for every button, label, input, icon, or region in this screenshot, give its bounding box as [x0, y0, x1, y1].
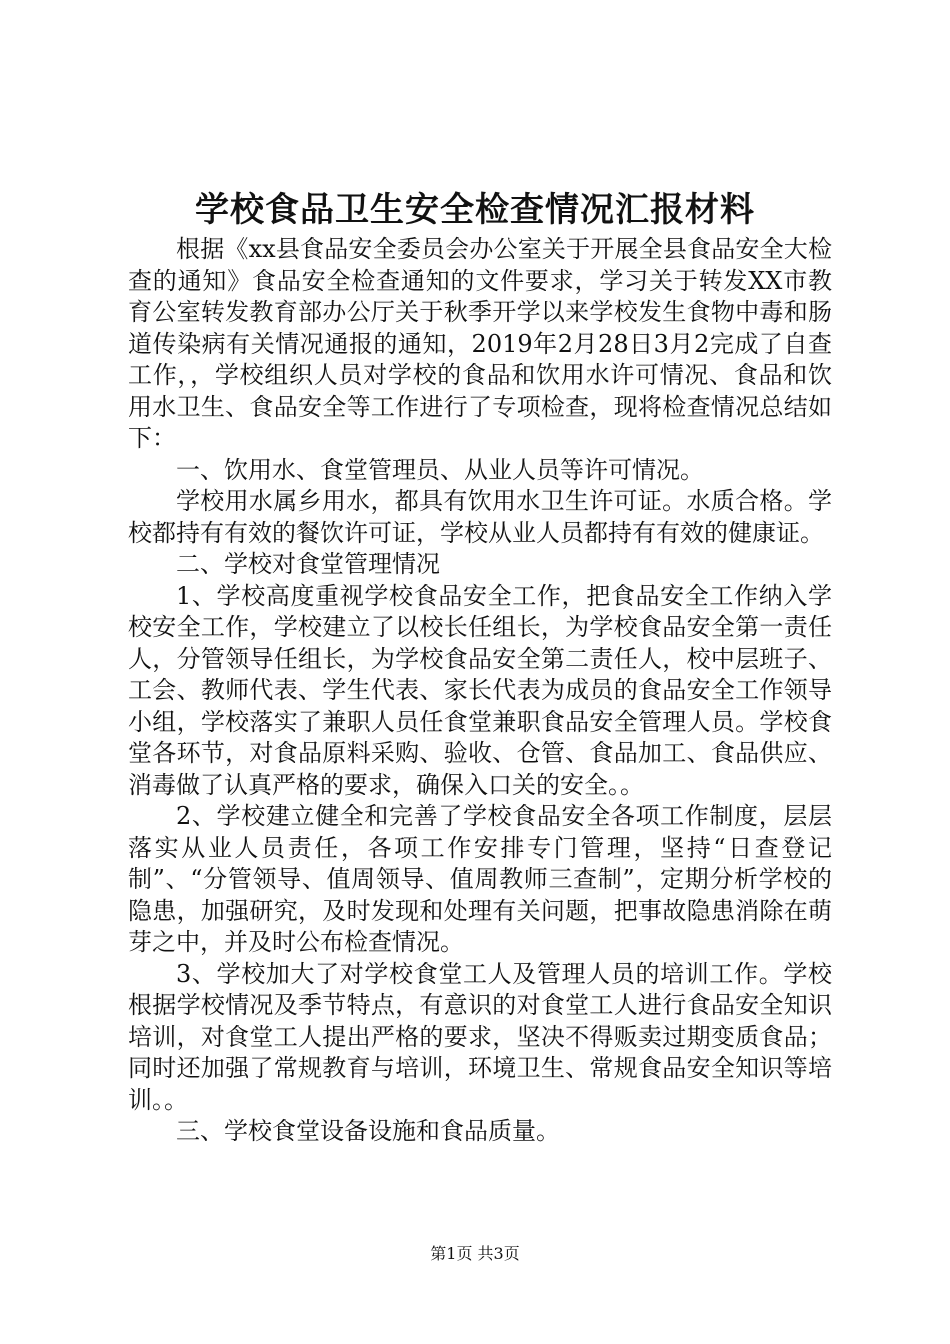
paragraph-item-2: 2、学校建立健全和完善了学校食品安全各项工作制度，层层落实从业人员责任，各项工作安排专门管理，坚持“日查登记制”、“分管领导、值周领导、值周教师三查制”，定期分析学校的隐患，加强研究，及时发现和处理有关问题，把事故隐患消除在萌芽之中，并及时公布检查情况。 — [128, 802, 832, 956]
paragraph-intro: 根据《xx县食品安全委员会办公室关于开展全县食品安全大检查的通知》食品安全检查通知的文件要求，学习关于转发XX市教育公室转发教育部办公厅关于秋季开学以来学校发生食物中毒和肠道传染病有关情况通报的通知，2019年2月28日3月2完成了自查工作，，学校组织人员对学校的食品和饮用水许可情况、食品和饮用水卫生、食品安全等工作进行了专项检查，现将检查情况总结如下： — [128, 235, 832, 452]
document-title: 学校食品卫生安全检查情况汇报材料 — [195, 190, 755, 230]
page-number: 第1页 共3页 — [430, 1244, 520, 1263]
paragraph-item-3: 3、学校加大了对学校食堂工人及管理人员的培训工作。学校根据学校情况及季节特点，有意识的对食堂工人进行食品安全知识培训，对食堂工人提出严格的要求，坚决不得贩卖过期变质食品；同时还加强了常规教育与培训，环境卫生、常规食品安全知识等培训。。 — [128, 959, 832, 1114]
paragraph-water: 学校用水属乡用水，都具有饮用水卫生许可证。水质合格。学校都持有有效的餐饮许可证，学校从业人员都持有有效的健康证。 — [128, 487, 832, 547]
section-heading-2: 二、学校对食堂管理情况 — [176, 550, 440, 578]
document-body — [128, 234, 832, 1148]
section-heading-1: 一、饮用水、食堂管理员、从业人员等许可情况。 — [176, 455, 704, 484]
paragraph-item-1: 1、学校高度重视学校食品安全工作，把食品安全工作纳入学校安全工作，学校建立了以校长任组长，为学校食品安全第一责任人，分管领导任组长，为学校食品安全第二责任人，校中层班子、工会、教师代表、学生代表、家长代表为成员的食品安全工作领导小组，学校落实了兼职人员任食堂兼职食品安全管理人员。学校食堂各环节，对食品原料采购、验收、仓管、食品加工、食品供应、消毒做了认真严格的要求，确保入口关的安全。。 — [128, 581, 832, 799]
section-heading-3: 三、学校食堂设备设施和食品质量。 — [176, 1117, 560, 1145]
